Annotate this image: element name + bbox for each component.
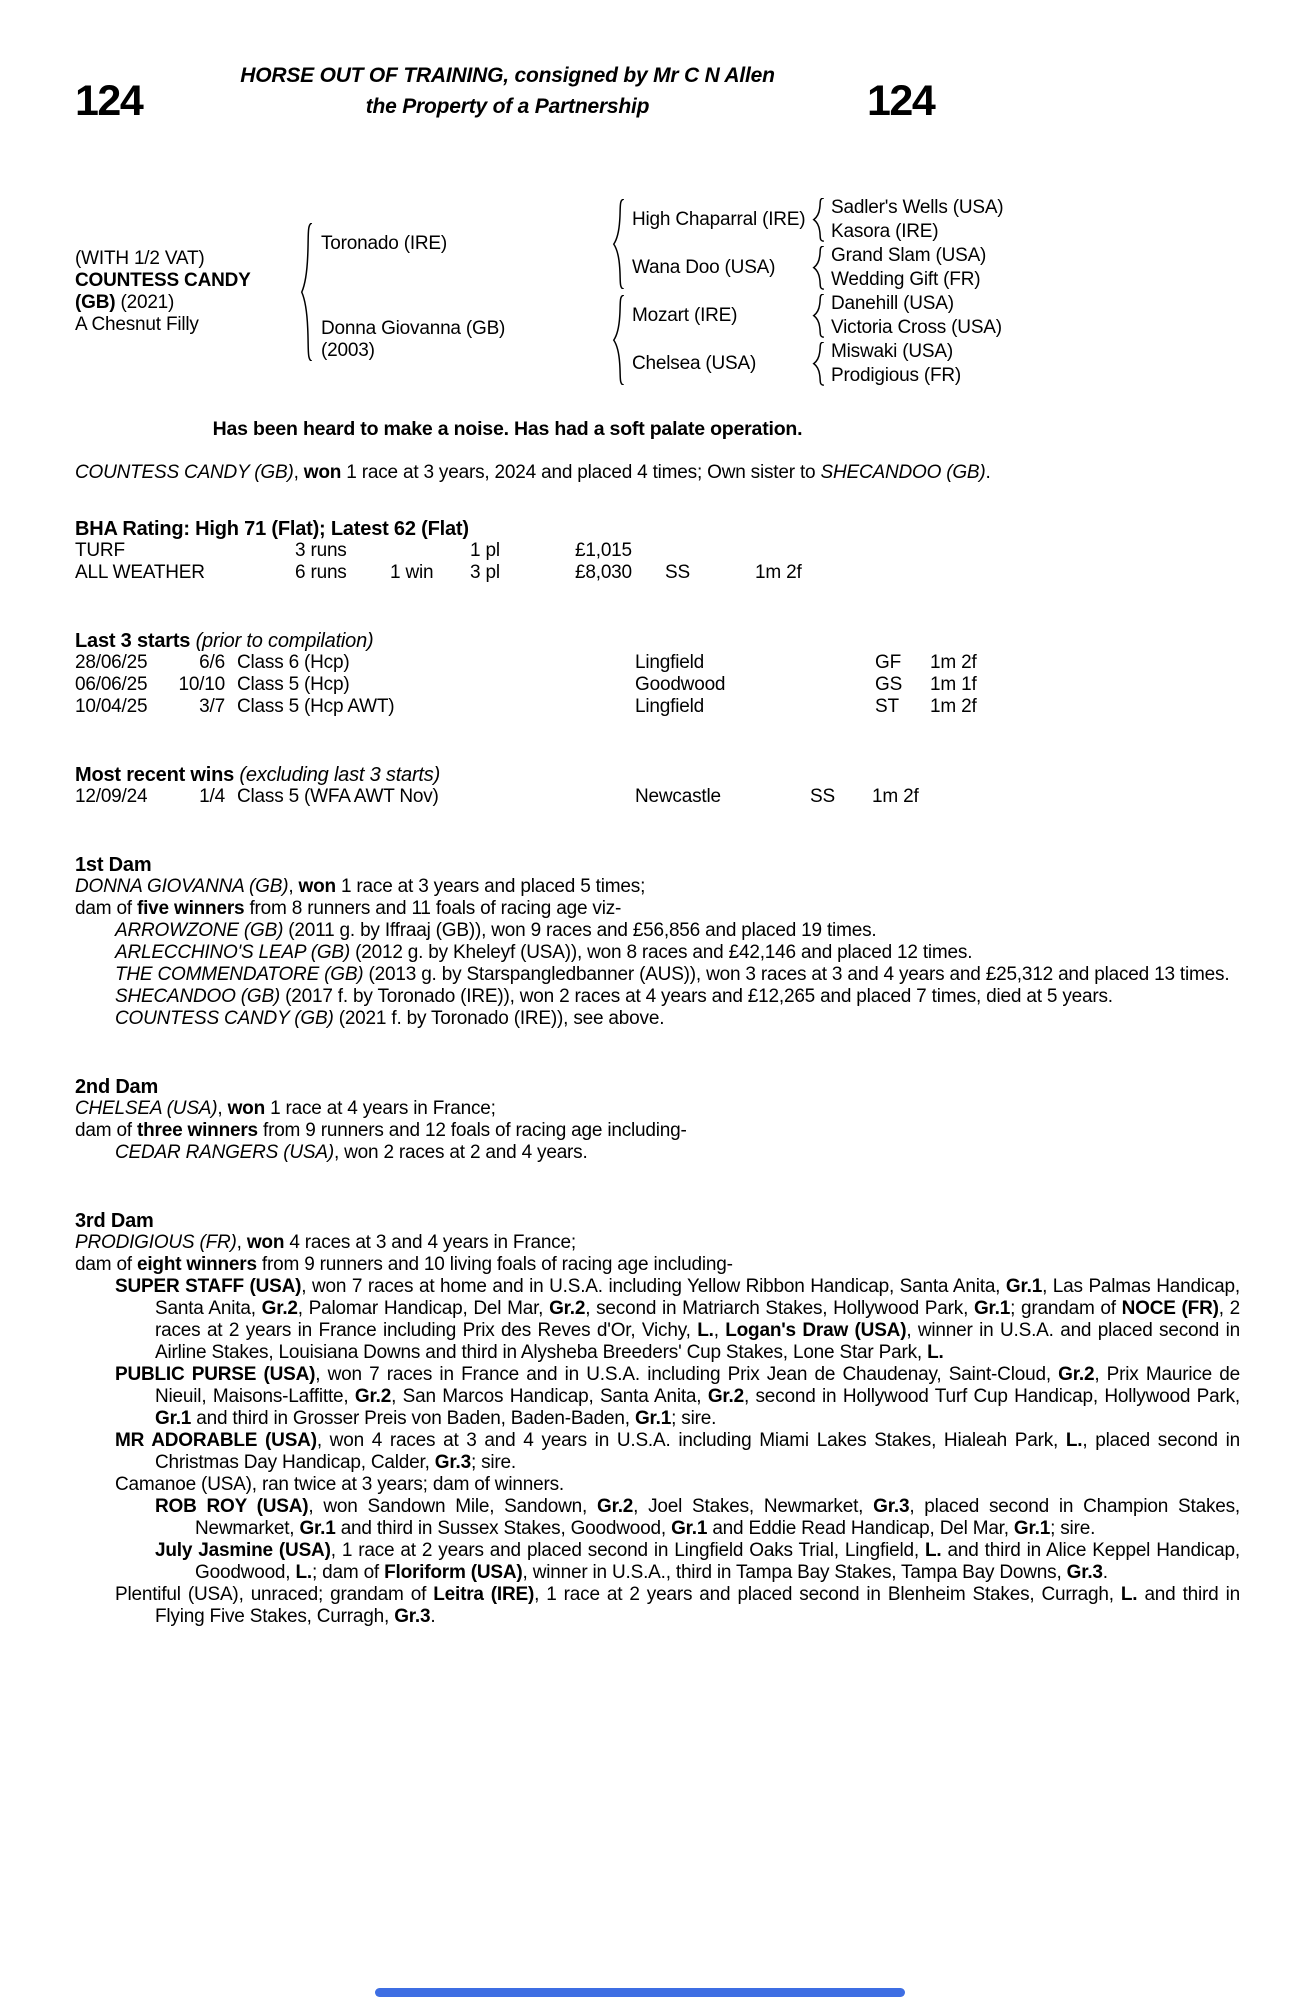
recent-wins-heading: Most recent wins (excluding last 3 starts) <box>75 764 441 786</box>
pedigree-brace <box>606 292 632 388</box>
pedigree-ancestor: Miswaki (USA) <box>831 341 953 362</box>
race-row <box>75 696 1240 718</box>
pedigree-ancestor: Victoria Cross (USA) <box>831 317 1002 338</box>
second-dam-section <box>75 1076 1240 1164</box>
stat-earnings: £1,015 <box>575 540 632 561</box>
third-dam-section <box>75 1210 1240 1628</box>
produce-entry: Plentiful (USA), unraced; grandam of Leitra (IRE), 1 race at 2 years and placed second in Blenheim Stakes, Curragh, L. and third in Flying Five Stakes, Curragh, Gr.3. <box>115 1584 1240 1627</box>
last-3-starts-section <box>75 630 1240 718</box>
page-content <box>75 58 1240 1628</box>
produce-entry: July Jasmine (USA), 1 race at 2 years and placed second in Lingfield Oaks Trial, Lingfield, L. and third in Alice Keppel Handicap, Goodwood, L.; dam of Floriform (USA), winner in U.S.A., third in Tampa Bay Stakes, Tampa Bay Downs, Gr.3. <box>155 1540 1240 1583</box>
race-course: Lingfield <box>635 652 704 673</box>
produce-entry: ARROWZONE (GB) (2011 g. by Iffraaj (GB)), won 9 races and £56,856 and placed 19 times. <box>115 920 877 941</box>
stat-places: 1 pl <box>470 540 500 561</box>
bha-rating-block <box>75 518 1240 584</box>
race-distance: 1m 2f <box>930 652 977 673</box>
race-going: ST <box>875 696 899 717</box>
race-distance: 1m 1f <box>930 674 977 695</box>
stat-surface: TURF <box>75 540 125 561</box>
pedigree-table <box>75 196 1020 388</box>
produce-entry: SHECANDOO (GB) (2017 f. by Toronado (IRE)), won 2 races at 4 years and £12,265 and placed 7 times, died at 5 years. <box>115 986 1113 1007</box>
stat-surface: ALL WEATHER <box>75 562 205 583</box>
race-position: 3/7 <box>199 696 225 717</box>
dam-produce-intro: dam of eight winners from 9 runners and 10 living foals of racing age including- <box>75 1254 733 1275</box>
stat-wins <box>390 540 470 562</box>
pedigree-sire: Toronado (IRE) <box>321 233 448 254</box>
produce-entry: COUNTESS CANDY (GB) (2021 f. by Toronado (IRE)), see above. <box>115 1008 665 1029</box>
race-row <box>75 652 1240 674</box>
stat-wins: 1 win <box>390 562 434 583</box>
property-line: the Property of a Partnership <box>365 95 650 118</box>
pedigree-brace <box>807 244 831 292</box>
stat-runs: 6 runs <box>295 562 347 583</box>
race-date: 28/06/25 <box>75 652 148 673</box>
race-course: Goodwood <box>635 674 726 695</box>
pedigree-dam-dam: Chelsea (USA) <box>632 353 757 374</box>
race-position: 6/6 <box>199 652 225 673</box>
pedigree-sire-sire: High Chaparral (IRE) <box>632 209 806 230</box>
vet-note: Has been heard to make a noise. Has had a soft palate operation. <box>212 418 803 440</box>
race-summary: COUNTESS CANDY (GB), won 1 race at 3 years, 2024 and placed 4 times; Own sister to SHECANDOO (GB). <box>75 462 991 483</box>
pedigree-brace <box>807 340 831 388</box>
last-3-starts-heading: Last 3 starts (prior to compilation) <box>75 630 374 652</box>
recent-wins-section <box>75 764 1240 808</box>
produce-entry: MR ADORABLE (USA), won 4 races at 3 and 4 years in U.S.A. including Miami Lakes Stakes, Hialeah Park, L., placed second in Christmas Day Handicap, Calder, Gr.3; sire. <box>115 1430 1240 1473</box>
pedigree-ancestor: Danehill (USA) <box>831 293 954 314</box>
race-class: Class 5 (WFA AWT Nov) <box>237 786 439 807</box>
race-distance: 1m 2f <box>930 696 977 717</box>
pedigree-ancestor: Wedding Gift (FR) <box>831 269 981 290</box>
produce-entry: ROB ROY (USA), won Sandown Mile, Sandown, Gr.2, Joel Stakes, Newmarket, Gr.3, placed second in Champion Stakes, Newmarket, Gr.1 and third in Sussex Stakes, Goodwood, Gr.1 and Eddie Read Handicap, Del Mar, Gr.1; sire. <box>155 1496 1241 1539</box>
subject-country: (GB) <box>75 292 116 313</box>
race-class: Class 5 (Hcp AWT) <box>237 696 395 717</box>
stat-distance: 1m 2f <box>755 562 802 583</box>
produce-entry: SUPER STAFF (USA), won 7 races at home and in U.S.A. including Yellow Ribbon Handicap, Santa Anita, Gr.1, Las Palmas Handicap, Santa Anita, Gr.2, Palomar Handicap, Del Mar, Gr.2, second in Matriarch Stakes, Hollywood Park, Gr.1; grandam of NOCE (FR), 2 races at 2 years in France including Prix des Reves d'Or, Vichy, L., Logan's Draw (USA), winner in U.S.A. and placed second in Airline Stakes, Louisiana Downs and third in Alysheba Breeders' Cup Stakes, Lone Star Park, L. <box>115 1276 1241 1363</box>
dam-record: PRODIGIOUS (FR), won 4 races at 3 and 4 years in France; <box>75 1232 576 1253</box>
race-course: Lingfield <box>635 696 704 717</box>
stat-distance <box>755 540 1240 562</box>
subject-name: COUNTESS CANDY <box>75 270 251 291</box>
pedigree-dam-sire: Mozart (IRE) <box>632 305 738 326</box>
dam-record: DONNA GIOVANNA (GB), won 1 race at 3 years and placed 5 times; <box>75 876 646 897</box>
race-date: 10/04/25 <box>75 696 148 717</box>
stats-row-turf <box>75 540 1240 562</box>
race-date: 12/09/24 <box>75 786 148 807</box>
third-dam-heading: 3rd Dam <box>75 1210 154 1232</box>
subject-year: (2021) <box>120 292 175 313</box>
produce-entry: Camanoe (USA), ran twice at 3 years; dam of winners. <box>115 1474 564 1495</box>
first-dam-heading: 1st Dam <box>75 854 152 876</box>
consignor-line: HORSE OUT OF TRAINING, consigned by Mr C N Allen <box>240 64 775 87</box>
produce-entry: ARLECCHINO'S LEAP (GB) (2012 g. by Kheleyf (USA)), won 8 races and £42,146 and placed 12 times. <box>115 942 973 963</box>
race-course: Newcastle <box>635 786 721 807</box>
pedigree-ancestor: Sadler's Wells (USA) <box>831 197 1004 218</box>
pedigree-brace <box>293 196 321 388</box>
race-going: GS <box>875 674 903 695</box>
stats-row-all-weather <box>75 562 1240 584</box>
race-going: GF <box>875 652 901 673</box>
pedigree-ancestor: Kasora (IRE) <box>831 221 939 242</box>
subject-year-line <box>75 292 293 314</box>
dam-record: CHELSEA (USA), won 1 race at 4 years in France; <box>75 1098 496 1119</box>
first-dam-section <box>75 854 1240 1030</box>
stat-going <box>665 540 755 562</box>
race-row <box>75 786 1240 808</box>
race-date: 06/06/25 <box>75 674 148 695</box>
pedigree-ancestor: Grand Slam (USA) <box>831 245 987 266</box>
pedigree-dam: Donna Giovanna (GB) (2003) <box>321 318 506 361</box>
race-distance: 1m 2f <box>872 786 919 807</box>
vat-note: (WITH 1/2 VAT) <box>75 248 205 269</box>
race-going: SS <box>810 786 835 807</box>
second-dam-heading: 2nd Dam <box>75 1076 159 1098</box>
race-position: 1/4 <box>199 786 225 807</box>
stat-going: SS <box>665 562 690 583</box>
dam-produce-intro: dam of three winners from 9 runners and 12 foals of racing age including- <box>75 1120 687 1141</box>
scroll-indicator-bar[interactable] <box>375 1988 905 1997</box>
bha-rating-heading: BHA Rating: High 71 (Flat); Latest 62 (Flat) <box>75 518 469 540</box>
stat-places: 3 pl <box>470 562 500 583</box>
race-class: Class 6 (Hcp) <box>237 652 350 673</box>
lot-number-left: 124 <box>75 77 143 125</box>
dam-produce-intro: dam of five winners from 8 runners and 11 foals of racing age viz- <box>75 898 622 919</box>
pedigree-brace <box>807 196 831 244</box>
race-class: Class 5 (Hcp) <box>237 674 350 695</box>
lot-number-right: 124 <box>867 77 935 125</box>
pedigree-brace <box>807 292 831 340</box>
pedigree-brace <box>606 196 632 292</box>
stat-earnings: £8,030 <box>575 562 632 583</box>
subject-description: A Chesnut Filly <box>75 314 199 335</box>
page-title <box>75 60 940 125</box>
produce-entry: THE COMMENDATORE (GB) (2013 g. by Starspangledbanner (AUS)), won 3 races at 3 and 4 years and £25,312 and placed 13 times. <box>115 964 1230 985</box>
produce-entry: CEDAR RANGERS (USA), won 2 races at 2 and 4 years. <box>115 1142 588 1163</box>
pedigree-subject <box>75 196 293 388</box>
produce-entry: PUBLIC PURSE (USA), won 7 races in France and in U.S.A. including Prix Jean de Chaudenay, Saint-Cloud, Gr.2, Prix Maurice de Nieuil, Maisons-Laffitte, Gr.2, San Marcos Handicap, Santa Anita, Gr.2, second in Hollywood Turf Cup Handicap, Hollywood Park, Gr.1 and third in Grosser Preis von Baden, Baden-Baden, Gr.1; sire. <box>115 1364 1241 1429</box>
pedigree-ancestor: Prodigious (FR) <box>831 365 962 386</box>
stat-runs: 3 runs <box>295 540 347 561</box>
page-header <box>75 58 1240 138</box>
pedigree-sire-dam: Wana Doo (USA) <box>632 257 776 278</box>
race-row <box>75 674 1240 696</box>
race-position: 10/10 <box>178 674 225 695</box>
